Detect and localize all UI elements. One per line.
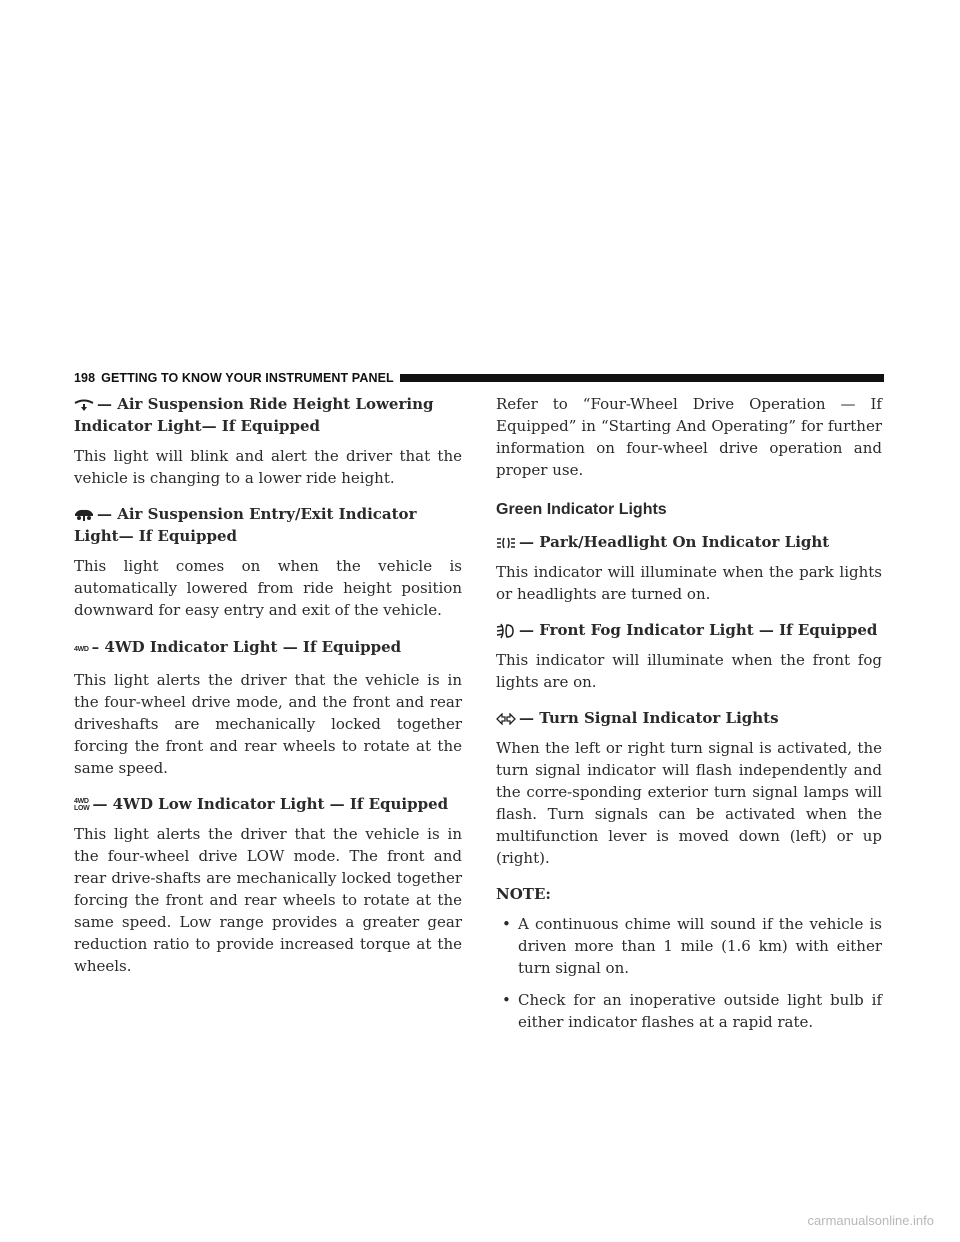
suspension-entry-exit-heading: [74, 503, 462, 547]
note-bullet: [496, 989, 882, 1033]
park-headlight-heading: [496, 531, 882, 553]
front-fog-icon: [496, 623, 516, 639]
4wd-low-body: This light alerts the driver that the vehicle is in the four-wheel drive LOW mode. The front and rear drive-shafts are mechanically locked together forcing the front and rear wheels to rotate at the same speed. Low range provides a greater gear reduction ratio to provide increased torque at the wheels.: [74, 825, 462, 975]
4wd-icon-label: 4WD: [74, 646, 89, 653]
front-fog-body: This indicator will illuminate when the front fog lights are on.: [496, 651, 882, 691]
suspension-lowering-heading-text: — Air Suspension Ride Height Lowering Indicator Light— If Equipped: [74, 395, 434, 435]
4wd-low-icon-top: 4WD: [74, 798, 89, 805]
page-number: 198: [74, 371, 96, 385]
park-headlight-icon: [496, 536, 516, 550]
note-bullet-text: A continuous chime will sound if the vehicle is driven more than 1 mile (1.6 km) with either turn signal on.: [518, 915, 882, 977]
right-column: [496, 393, 882, 1043]
suspension-entry-exit-body: This light comes on when the vehicle is automatically lowered from ride height position downward for easy entry and exit of the vehicle.: [74, 557, 462, 619]
watermark: carmanualsonline.info: [807, 1213, 934, 1228]
4wd-low-icon: [74, 798, 89, 812]
4wd-heading: [74, 635, 462, 661]
bullet-marker: •: [502, 915, 511, 933]
turn-signal-heading: [496, 707, 882, 729]
park-headlight-body: This indicator will illuminate when the park lights or headlights are turned on.: [496, 563, 882, 603]
4wd-low-icon-bottom: LOW: [74, 805, 90, 812]
note-bullet: [496, 913, 882, 979]
page-header: [74, 371, 884, 385]
green-indicator-lights-title: Green Indicator Lights: [496, 501, 667, 518]
4wd-reference-paragraph: Refer to “Four-Wheel Drive Operation — If Equipped” in “Starting And Operating” for further information on four-wheel drive operation and proper use.: [496, 395, 882, 479]
turn-signal-body: When the left or right turn signal is activated, the turn signal indicator will flash independently and the corre-sponding exterior turn signal lamps will flash. Turn signals can be activated when the multifunction lever is moved down (left) or up (right).: [496, 739, 882, 867]
4wd-low-heading: [74, 793, 462, 815]
bullet-marker: •: [502, 991, 511, 1009]
park-headlight-heading-text: — Park/Headlight On Indicator Light: [519, 533, 830, 551]
suspension-lowering-icon: [74, 398, 94, 412]
4wd-body: This light alerts the driver that the vehicle is in the four-wheel drive mode, and the front and rear driveshafts are mechanically locked together forcing the front and rear wheels to rotate at the same speed.: [74, 671, 462, 777]
4wd-heading-text: – 4WD Indicator Light — If Equipped: [91, 638, 402, 656]
turn-signal-icon: [496, 713, 516, 725]
section-title: GETTING TO KNOW YOUR INSTRUMENT PANEL: [101, 371, 394, 385]
front-fog-heading-text: — Front Fog Indicator Light — If Equipped: [519, 621, 878, 639]
turn-signal-heading-text: — Turn Signal Indicator Lights: [519, 709, 779, 727]
suspension-lowering-body: This light will blink and alert the driver that the vehicle is changing to a lower ride height.: [74, 447, 462, 487]
header-rule: [400, 374, 884, 382]
suspension-lowering-heading: [74, 393, 462, 437]
suspension-entry-exit-heading-text: — Air Suspension Entry/Exit Indicator Light— If Equipped: [74, 505, 417, 545]
suspension-entry-exit-icon: [74, 508, 94, 522]
4wd-icon: [74, 635, 89, 661]
4wd-low-heading-text: — 4WD Low Indicator Light — If Equipped: [92, 795, 449, 813]
note-label: NOTE:: [496, 885, 551, 903]
left-column: [74, 393, 462, 991]
front-fog-heading: [496, 619, 882, 641]
note-bullet-text: Check for an inoperative outside light bulb if either indicator flashes at a rapid rate.: [518, 991, 882, 1031]
